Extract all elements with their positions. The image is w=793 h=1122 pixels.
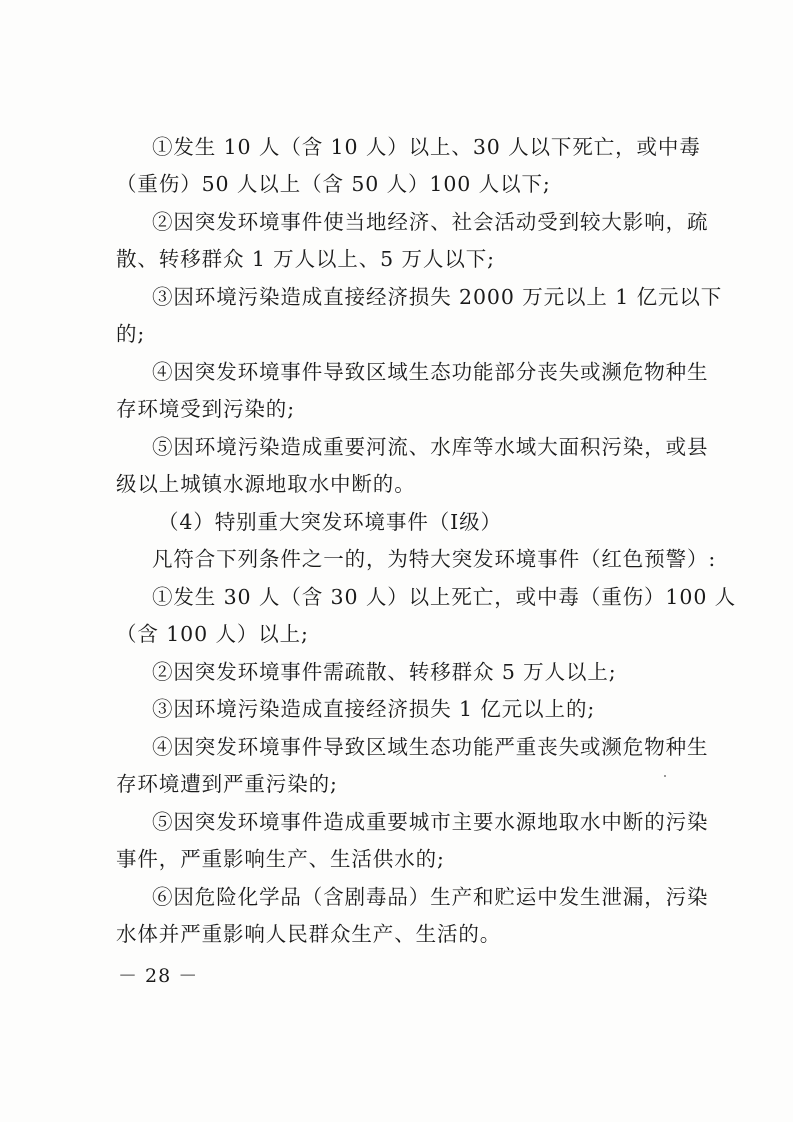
text-line-5: ③因环境污染造成直接经济损失 2000 万元以上 1 亿元以下: [152, 285, 723, 309]
text-line-1: ①发生 10 人（含 10 人）以上、30 人以下死亡，或中毒: [152, 135, 701, 159]
text-line-15: ②因突发环境事件需疏散、转移群众 5 万人以上;: [152, 660, 617, 684]
text-line-18: 存环境遭到严重污染的;: [116, 772, 338, 796]
text-line-14: （含 100 人）以上;: [116, 622, 309, 646]
text-line-19: ⑤因突发环境事件造成重要城市主要水源地取水中断的污染: [152, 810, 709, 834]
page-number: － 28 －: [118, 965, 199, 987]
text-line-13: ①发生 30 人（含 30 人）以上死亡，或中毒（重伤）100 人: [152, 585, 737, 609]
text-line-9: ⑤因环境污染造成重要河流、水库等水域大面积污染，或县: [152, 435, 709, 459]
scan-speck: [664, 775, 666, 777]
text-line-12: 凡符合下列条件之一的，为特大突发环境事件（红色预警）:: [152, 547, 717, 571]
text-line-4: 散、转移群众 1 万人以上、5 万人以下;: [116, 247, 495, 271]
text-line-21: ⑥因危险化学品（含剧毒品）生产和贮运中发生泄漏，污染: [152, 885, 709, 909]
text-line-10: 级以上城镇水源地取水中断的。: [116, 472, 416, 496]
section-heading-4: （4）特别重大突发环境事件（Ⅰ级）: [158, 510, 502, 534]
text-line-2: （重伤）50 人以上（含 50 人）100 人以下;: [116, 172, 551, 196]
text-line-20: 事件，严重影响生产、生活供水的;: [116, 847, 445, 871]
text-line-3: ②因突发环境事件使当地经济、社会活动受到较大影响，疏: [152, 210, 709, 234]
text-line-17: ④因突发环境事件导致区域生态功能严重丧失或濒危物种生: [152, 735, 709, 759]
text-line-16: ③因环境污染造成直接经济损失 1 亿元以上的;: [152, 697, 596, 721]
text-line-6: 的;: [116, 322, 146, 346]
text-line-7: ④因突发环境事件导致区域生态功能部分丧失或濒危物种生: [152, 360, 709, 384]
text-line-8: 存环境受到污染的;: [116, 397, 296, 421]
text-line-22: 水体并严重影响人民群众生产、生活的。: [116, 922, 502, 946]
